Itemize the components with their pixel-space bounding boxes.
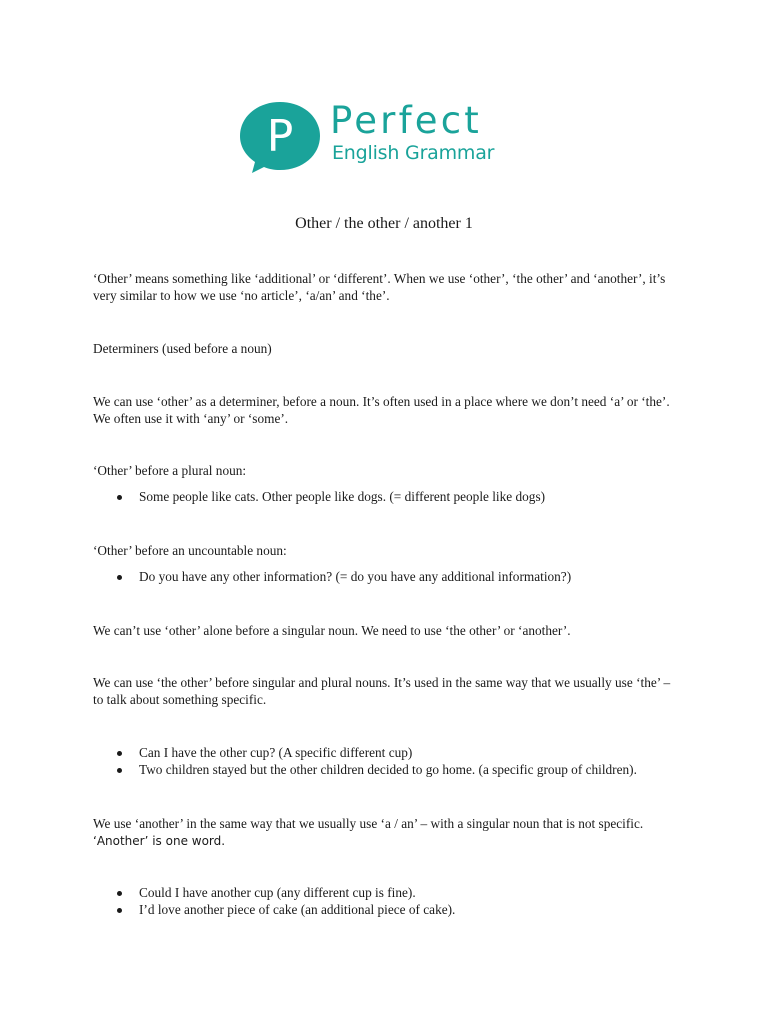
section-heading-determiners: Determiners (used before a noun) xyxy=(93,341,272,356)
plural-noun-list xyxy=(93,488,693,505)
list-item: I’d love another piece of cake (an additional piece of cake). xyxy=(93,901,693,918)
speech-bubble-p-icon xyxy=(238,100,322,174)
uncountable-noun-heading: ‘Other’ before an uncountable noun: xyxy=(93,543,287,558)
page-title: Other / the other / another 1 xyxy=(295,215,473,232)
the-other-paragraph: We can use ‘the other’ before singular and plural nouns. It’s used in the same way that we usually use ‘the’ – to talk about something specific. xyxy=(93,675,671,707)
another-examples-list xyxy=(93,884,693,918)
bullet-icon xyxy=(117,891,122,896)
list-item: Can I have the other cup? (A specific different cup) xyxy=(93,744,693,761)
logo-word-perfect: Perfect xyxy=(330,99,483,142)
plural-noun-heading: ‘Other’ before a plural noun: xyxy=(93,463,247,478)
singular-noun-paragraph: We can’t use ‘other’ alone before a singular noun. We need to use ‘the other’ or ‘another’. xyxy=(93,623,571,638)
list-item: Could I have another cup (any different cup is fine). xyxy=(93,884,693,901)
logo-word-english-grammar: English Grammar xyxy=(332,142,495,164)
determiner-paragraph: We can use ‘other’ as a determiner, before a noun. It’s often used in a place where we don’t need ‘a’ or ‘the’. We often use it with ‘any’ or ‘some’. xyxy=(93,394,670,426)
list-item: Some people like cats. Other people like dogs. (= different people like dogs) xyxy=(93,488,693,505)
intro-paragraph: ‘Other’ means something like ‘additional’ or ‘different’. When we use ‘other’, ‘the other’ and ‘another’, it’s very similar to how we use ‘no article’, ‘a/an’ and ‘the’. xyxy=(93,271,666,303)
the-other-examples-list xyxy=(93,744,693,778)
uncountable-noun-list xyxy=(93,568,693,585)
list-item: Two children stayed but the other children decided to go home. (a specific group of children). xyxy=(93,761,693,778)
bullet-icon xyxy=(117,751,122,756)
bullet-icon xyxy=(117,575,122,580)
bullet-icon xyxy=(117,495,122,500)
another-paragraph: We use ‘another’ in the same way that we usually use ‘a / an’ – with a singular noun that is not specific. ‘Another’ is one word. xyxy=(93,816,644,848)
perfect-english-grammar-logo xyxy=(238,100,528,176)
list-item: Do you have any other information? (= do you have any additional information?) xyxy=(93,568,693,585)
logo-badge-letter: P xyxy=(266,111,294,162)
bullet-icon xyxy=(117,908,122,913)
another-one-word-note: ‘Another’ is one word. xyxy=(93,834,226,848)
bullet-icon xyxy=(117,768,122,773)
